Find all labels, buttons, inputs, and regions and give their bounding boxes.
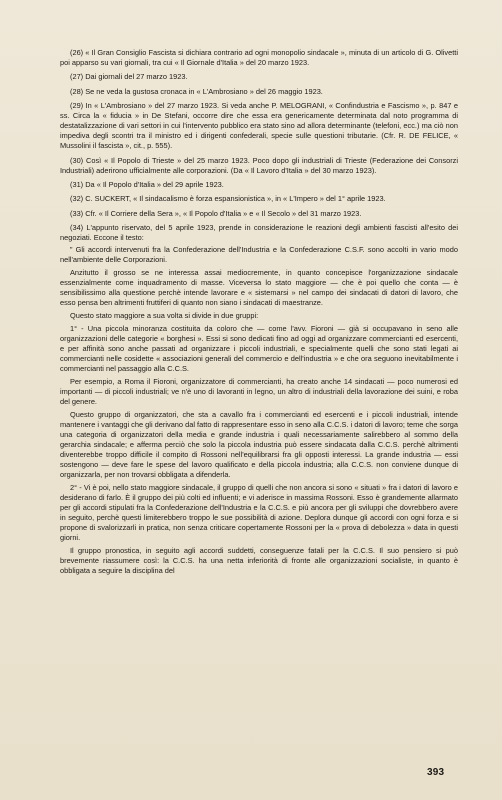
footnote-31: (31) Da « Il Popolo d'Italia » del 29 aprile 1923. xyxy=(70,179,224,189)
footnote-32: (32) C. SUCKERT, « Il sindacalismo è forza espansionistica », in « L'Impero » del 1° aprile 1923. xyxy=(70,194,386,204)
quote-paragraph: Il gruppo pronostica, in seguito agli accordi suddetti, conseguenze fatali per la C.C.S. Il suo pensiero si può brevemente riassumere così: la C.C.S. ha una netta inferiorità di fronte alle organizzazioni socialiste, in quanto è obbligata a seguire la disciplina del xyxy=(60,546,458,576)
footnote-30: (30) Così « Il Popolo di Trieste » del 25 marzo 1923. Poco dopo gli industriali di Trieste (Federazione dei Consorzi Industriali) aderirono ufficialmente alle corporazioni. (Da « Il Lavoro d'Italia » del 30 marzo 1923). xyxy=(60,155,458,175)
footnote-34: (34) L'appunto riservato, del 5 aprile 1923, prende in considerazione le reazioni degli ambienti fascisti all'esito dei negoziati. Eccone il testo: xyxy=(60,223,458,243)
footnote-27: (27) Dai giornali del 27 marzo 1923. xyxy=(70,72,188,82)
quote-paragraph: ” Gli accordi intervenuti fra la Confederazione dell'Industria e la Confederazione C.S.F. sono accolti in vario modo nell'ambiente delle Corporazioni. xyxy=(60,245,458,265)
quote-paragraph: 2° - Vi è poi, nello stato maggiore sindacale, il gruppo di quelli che non ancora si sono « situati » fra i datori di lavoro e desiderano di farlo. È il gruppo dei più colti ed influenti; e vi aderisce in massima Rossoni. Esso è grandemente allarmato per gli accordi stipulati fra la Confederazione dell'Industria e la C.C.S. e più ancora per gli sviluppi che dovrebbero avere in seguito, perchè questi limiterebbero troppo le sue possibilità di azione. Deplora dunque gli accordi con ogni forza e si propone di svalorizzarli in pratica, non senza criticare copertamente Rossoni per la « prova di debolezza » data in questi giorni. xyxy=(60,483,458,543)
footnote-26: (26) « Il Gran Consiglio Fascista si dichiara contrario ad ogni monopolio sindacale », minuta di un articolo di G. Olivetti poi apparso su vari giornali, tra cui « Il Giornale d'Italia » del 20 marzo 1923. xyxy=(60,48,458,67)
quoted-memo xyxy=(60,245,458,576)
quote-paragraph: Anzitutto il grosso se ne interessa assai mediocremente, in quanto concepisce l'organizzazione sindacale essenzialmente come inquadramento di masse. Viceversa lo stato maggiore — che è poi quello che conta — è sensibilissimo alla questione perchè intende lavorare e « sistemarsi » nel campo dei sindacati di datori di lavoro, che esso pensa ben altrimenti fruttiferi di quanto non siano i sindacati di maestranze. xyxy=(60,268,458,308)
quote-paragraph: Questo stato maggiore a sua volta si divide in due gruppi: xyxy=(70,311,259,321)
footnote-29: (29) In « L'Ambrosiano » del 27 marzo 1923. Si veda anche P. MELOGRANI, « Confindustria e Fascismo », p. 847 e ss. Circa la « fiducia » in De Stefani, occorre dire che essa era genericamente determinata dal noto programma di destatalizzazione di vari settori in cui l'intervento pubblico era stato sino ad allora determinante (telefoni, ecc.) ma ciò non impediva degli scontri tra il ministro ed i dirigenti confederali, specie sulle questioni tributarie. (Cfr. R. DE FELICE, « Mussolini il fascista », cit., p. 555). xyxy=(60,101,458,151)
footnote-33: (33) Cfr. « Il Corriere della Sera », « Il Popolo d'Italia » e « Il Secolo » del 31 marzo 1923. xyxy=(70,208,362,218)
page-number: 393 xyxy=(427,767,445,778)
quote-paragraph: Per esempio, a Roma il Fioroni, organizzatore di commercianti, ha creato anche 14 sindacati — poco numerosi ed importanti — di piccoli industriali; ve n'è uno di lavoranti in legno, un altro di industriali della lavorazione dei suini, e roba del genere. xyxy=(60,377,458,407)
footnote-28: (28) Se ne veda la gustosa cronaca in « L'Ambrosiano » del 26 maggio 1923. xyxy=(70,86,323,96)
quote-paragraph: Questo gruppo di organizzatori, che sta a cavallo fra i commercianti ed esercenti e i piccoli industriali, intende mantenere i vantaggi che gli derivano dal fatto di rappresentare esso in seno alla C.C.S. i datori di lavoro; teme che sorga una categoria di organizzatori della media e grande industria i quali necessariamente salirebbero al sommo della gerarchia sindacale; e afferma perciò che solo la piccola industria può essere sindacata dalla C.C.S. perchè altrimenti diventerebbe troppo difficile il compito di Rossoni nell'equilibrarsi fra gli opposti interessi. La grande industria — essi sostengono — deve fare le spese del lavoro qualificato e della piccola industria; alla C.C.S. non conviene dunque di organizzarla, per non trovarsi obbligata a difenderla. xyxy=(60,410,458,480)
page-text xyxy=(60,48,458,579)
quote-paragraph: 1° - Una piccola minoranza costituita da coloro che — come l'avv. Fioroni — già si occupavano in seno alle organizzazioni delle categorie « borghesi ». Essi si sono dedicati fino ad oggi ad organizzare commercianti ed esercenti, e per affinità sono anche passati ad organizzare i piccoli industriali, e specialmente quelli che sono stati legati ai commercianti nelle cosidette « associazioni generali del commercio e dell'industria » e che ora seguono inevitabilmente i commercianti nel passaggio alla C.C.S. xyxy=(60,324,458,374)
